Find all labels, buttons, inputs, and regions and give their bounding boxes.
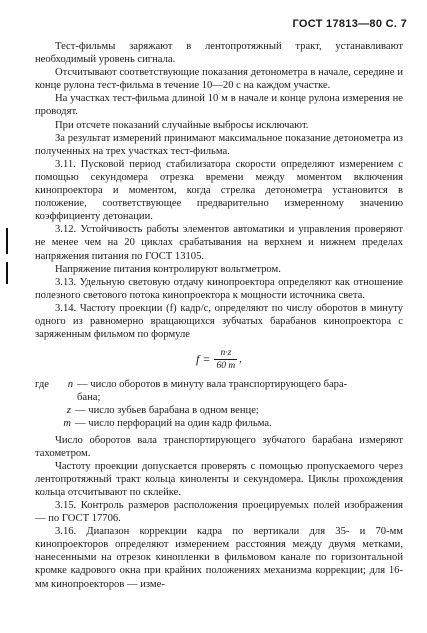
formula-lhs: f = <box>196 351 211 366</box>
page-body <box>35 40 403 591</box>
paragraph: На участках тест-фильма длиной 10 м в начале и конце рулона измерения не проводят. <box>35 93 403 118</box>
paragraph-3-13: 3.13. Удельную световую отдачу кинопроектора определяют как отношение полезного светового потока кинопроектора к мощности источника света. <box>35 276 403 301</box>
legend-row-z <box>35 404 403 417</box>
margin-mark-upper <box>6 228 8 254</box>
paragraph: За результат измерений принимают максимальное показание детонометра из полученных на трех участках тест-фильма. <box>35 132 403 157</box>
formula-end: , <box>239 353 242 365</box>
legend-text-continuation: бана; <box>77 392 101 404</box>
paragraph-3-11: 3.11. Пусковой период стабилизатора скорости определяют измерением с помощью секундомера отрезка времени между моментом включения кинопроектора и моментом, когда стрелка детонометра установится в положение, соответствующее предварительно измеренному значению коэффициенту детонации. <box>35 158 403 223</box>
paragraph-3-15: 3.15. Контроль размеров расположения проецируемых полей изображения — по ГОСТ 17706. <box>35 500 403 525</box>
paragraph-3-12: 3.12. Устойчивость работы элементов автоматики и управления проверяют не менее чем на 20 циклах срабатывания на верхнем и нижнем пределах напряжения питания по ГОСТ 13105. <box>35 224 403 262</box>
legend-text: — число зубьев барабана в одном венце; <box>75 405 259 417</box>
page-header: ГОСТ 17813—80 С. 7 <box>292 18 407 30</box>
projection-frequency-formula <box>35 344 403 374</box>
formula-fraction <box>214 347 237 372</box>
paragraph: Напряжение питания контролируют вольтметром. <box>55 263 281 275</box>
legend-symbol: m <box>63 418 71 430</box>
formula-denominator: 60 m <box>216 360 236 371</box>
legend-text: — число оборотов в минуту вала транспортирующего бара- <box>77 379 348 391</box>
legend-row-m <box>35 417 403 430</box>
paragraph-3-16: 3.16. Диапазон коррекции кадра по вертикали для 35- и 70-мм кинопроекторов определяют измерением расстояния между двумя метками, нанесенными на отрезок кинопленки в фильмовом канале по горизонтальной кромке кадрового окна при крайних положениях механизма коррекции; для 16-мм кинопроекторов — изме- <box>35 526 403 590</box>
legend-symbol: z <box>66 405 71 417</box>
paragraph: Отсчитывают соответствующие показания детонометра в начале, середине и конце рулона тест-фильма в течение 10—20 с на каждом участке. <box>35 67 403 92</box>
legend-label: где <box>35 379 49 391</box>
paragraph-3-14: 3.14. Частоту проекции (f) кадр/с, определяют по числу оборотов в минуту одного из равномерно вращающихся зубчатых барабанов кинопроектора с заряженным фильмом по формуле <box>35 302 403 341</box>
paragraph: Тест-фильмы заряжают в лентопротяжный тракт, устанавливают необходимый уровень сигнала. <box>35 41 403 66</box>
paragraph: Частоту проекции допускается проверять с помощью пропускаемого через лентопротяжный тракт кольца киноленты и секундомера. Циклы прохождения кольца отсчитывают по склейке. <box>35 460 403 498</box>
paragraph: При отсчете показаний случайные выбросы исключают. <box>55 119 309 131</box>
legend-symbol: n <box>67 379 73 391</box>
formula-legend <box>35 378 403 430</box>
legend-row-n <box>35 378 403 391</box>
formula-numerator: n·z <box>214 347 237 360</box>
paragraph: Число оборотов вала транспортирующего зубчатого барабана измеряют тахометром. <box>35 434 403 459</box>
legend-text: — число перфораций на один кадр фильма. <box>75 418 272 430</box>
margin-mark-lower <box>6 262 8 284</box>
